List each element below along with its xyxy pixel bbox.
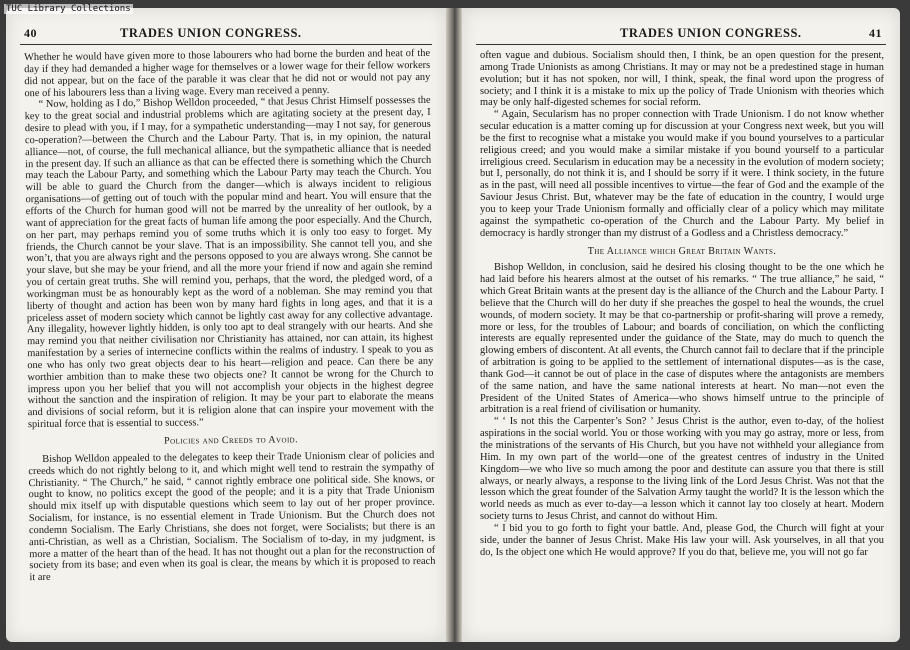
left-page-body [24,48,436,638]
right-page-body [480,50,884,636]
left-page [6,8,446,642]
paragraph: often vague and dubious. Socialism should then, I think, be an open question for the present, among Trade Unionists as among Christians. It may or may not be a predestined stage in human evolution; but it has not spoken, nor will, I think, speak, the final word upon the progress of society; and I think it is a mistake to mix up the policy of Trade Unionism with theories which may be only half-digested schemes for social reform. [480,50,884,109]
collection-watermark: TUC Library Collections [6,4,131,14]
book-gutter [446,8,462,642]
page-number: 41 [869,26,882,40]
running-head: TRADES UNION CONGRESS. [620,26,802,40]
paragraph: Bishop Welldon, in conclusion, said he desired his closing thought to be the one which he had laid before his hearers almost at the outset of his remarks. “ The true alliance,” he said, “ which Great Britain wants at the present day is the alliance of the Church and the Labour Party. I believe that the Church will do her duty if she preaches the gospel to heal the wounds, the cruel wounds, of modern society. It may be that co-partnership or profit-sharing will prove a remedy, more or less, for the troubles of Labour; and boards of conciliation, on which the conflicting interests are equally represented under the guidance of the State, may do much to quench the glowing embers of discontent. At all events, the Church cannot fail to declare that if the principle of arbitration is going to be applied to the settlement of international disputes—as is the case, thank God—it cannot be out of place in the case of disputes where the antagonists are members of the same nation, and have the same national interests at heart. No man—not even the President of the United States of America—who shows himself untrue to the principle of arbitration is a real friend of civilisation or humanity. [480,262,884,416]
page-number: 40 [24,26,37,40]
paragraph: “ ‘ Is not this the Carpenter’s Son? ’ Jesus Christ is the author, even to-day, of the holiest aspirations in the social world. You or those working with you may go astray, more or less, from the ministrations of the servants of His Church, but you have not withheld your allegiance from Him. In my own part of the world—one of the greatest centres of industry in the United Kingdom—we who live so much among the poor and destitute can assure you that there is still always, or nearly always, a response to the living link of the Lord Jesus Christ. Was not that the lesson which the great founder of the Salvation Army taught the world? It is the lesson which the world needs as much as ever to-day—a lesson which it cannot lay too closely at heart. Modern society turns to Jesus Christ, and cannot do without Him. [480,416,884,523]
right-page-header [476,20,886,45]
paragraph: Whether he would have given more to those labourers who had borne the burden and heat of the day if they had demanded a higher wage for themselves or a lower wage for their fellow workers did not appear, but on the face of the parable it was clear that he did not or would not pay any one of his labourers less than a living wage. Every man received a penny. [24,47,431,99]
paragraph: “ Now, holding as I do,” Bishop Welldon proceeded, “ that Jesus Christ Himself possesses the key to the great social and industrial problems which are agitating society at the present day, I desire to plead with you, if I may, for a sympathetic understanding—may I not say, for generous co-operation?—between the Church and the Labour Party. That is, in my opinion, the natural alliance—not, of course, the full mechanical alliance, but the sympathetic alliance that is needed in the present day. If such an alliance as that can be effected there is something which the Church may teach the Labour Party, and something which the Labour Party may teach the Church. You will be able to guard the Church from the danger—which is always incident to religious organisations—of getting out of touch with the popular mind and heart. You will ensure that the efforts of the Church for human good will not be marred by the unreality of her outlook, by a want of appreciation for the great facts of human life among the poor especially. And the Church, on her part, may perhaps remind you of some truths which it is only too easy to forget. My friends, the Church cannot be your slave. That is an impossibility. She cannot tell you, and she won’t, that you are always right and the persons opposed to you are always wrong. She cannot be your slave, but she may be your friend, and all the more your friend if now and again she remind you of certain great truths. She will remind you, perhaps, that the word, the pledged word, of a workingman must be as honourably kept as the word of a nobleman. She may remind you that liberty of thought and action has been won by many hard fights in long ages, and that it is a priceless asset of modern society which cannot be lightly cast away for any collective advantage. Any illegality, however lightly hidden, is only too apt to deal strangely with our hearts. And she may remind you that neither civilisation nor Christianity has attained, nor can attain, its highest manifestation by a series of internecine conflicts within the realms of industry. I speak to you as one who has only two great objects dear to his heart—religion and peace. Can there be any worthier ambition than to make these two objects one? It cannot be wrong for the Church to impress upon you her belief that you will not accomplish your objects in the highest degree without the sanction and the inspiration of religion. It may be your part to elaborate the means and divisions of social reform, but it is religion alone that can inspire your movement with the spiritual force that is essential to success.” [24,95,434,431]
paragraph: Bishop Welldon appealed to the delegates to keep their Trade Unionism clear of policies and creeds which do not rightly belong to it, and which might well tend to restrain the sympathy of Christianity. “ The Church,” he said, “ cannot rightly embrace one political side. She knows, or ought to know, no politics except the good of the people; and it is a pity that Trade Unionism should mix itself up with disputable questions which seem to lay out of her proper province. Socialism, for instance, is no essential element in Trade Unionism. But the Church does not condemn Socialism. The Early Christians, she does not forget, were Socialists; but there is an anti-Christian, as well as a Christian, Socialism. The Socialism of to-day, in my judgment, is more a matter of the heart than of the head. It has not thought out a plan for the reconstruction of society from its base; and even when its goal is clear, the means by which it is proposed to reach it are [28,449,436,584]
paragraph: “ I bid you to go forth to fight your battle. And, please God, the Church will fight at your side, under the banner of Jesus Christ. Make His law your will. Ask yourselves, in all that you do, Is the object one which He would approve? If you do that, believe me, you will not go far [480,522,884,558]
section-heading: Policies and Creeds to Avoid. [164,434,299,447]
running-head: TRADES UNION CONGRESS. [120,26,302,40]
paragraph: “ Again, Secularism has no proper connection with Trade Unionism. I do not know whether secular education is a matter coming up for discussion at your Congress next week, but you will be the first to recognise what a mistake you would make if you bound yourselves to a particular religious creed; and you would make a similar mistake if you bound yourself to a particular irreligious creed. Secularism in education may be a necessity in the evolution of modern society; but I, personally, do not think it is, and I should be sorry if it were. I think society, in the future as in the past, will need all possible incentives to virtue—the fear of God and the example of the Saviour Jesus Christ. But, whatever may be the fate of education in the country, I would urge you to keep your Trade Unionism formally and officially clear of a policy which may militate against the sympathetic co-operation of the Church and the Labour Party. My belief in democracy is hardly stronger than my distrust of a Godless and a Christless democracy.” [480,109,884,239]
section-heading: The Alliance which Great Britain Wants. [587,245,777,257]
left-page-header [20,20,432,45]
right-page [462,8,900,642]
